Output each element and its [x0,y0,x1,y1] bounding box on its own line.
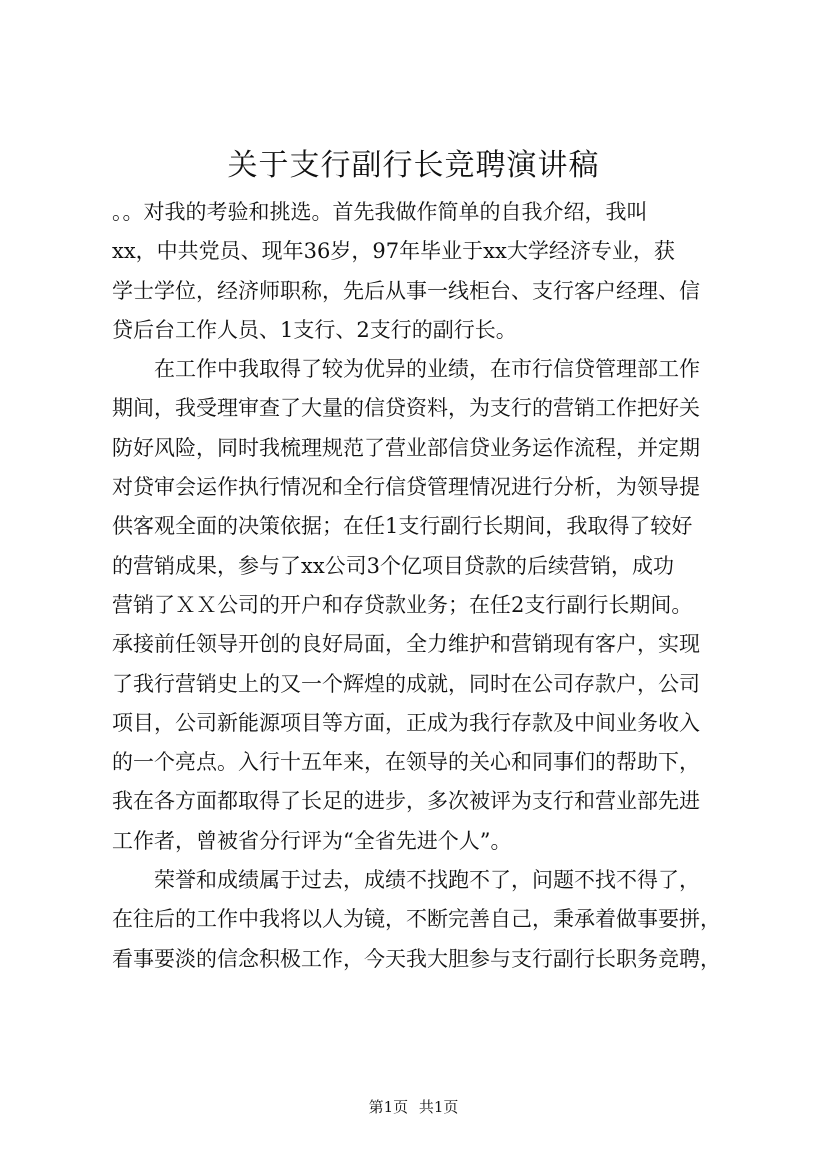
page-number: 第1页 [368,1098,409,1116]
text-line: 荣誉和成绩属于过去，成绩不找跑不了，问题不找不得了， [154,868,700,893]
page-footer [0,1097,827,1117]
text-line: 在工作中我取得了较为优异的业绩，在市行信贷管理部工作 [154,357,700,382]
text-line: 项目，公司新能源项目等方面，正成为我行存款及中间业务收入 [112,710,700,735]
text-line: 供客观全面的决策依据；在任1支行副行长期间，我取得了较好 [112,514,693,539]
paragraph-2 [112,350,732,861]
text-line: 工作者，曾被省分行评为“全省先进个人”。 [112,828,512,853]
text-line: 的一个亮点。入行十五年来，在领导的关心和同事们的帮助下， [112,750,700,775]
text-line: 看事要淡的信念积极工作，今天我大胆参与支行副行长职务竞聘， [112,946,721,971]
text-line: xx，中共党员、现年36岁，97年毕业于xx大学经济专业，获 [112,239,675,264]
text-line: 期间，我受理审查了大量的信贷资料，为支行的营销工作把好关 [112,396,700,421]
document-title: 关于支行副行长竞聘演讲稿 [227,148,600,183]
text-line: 我在各方面都取得了长足的进步，多次被评为支行和营业部先进 [112,789,700,814]
text-line: 对贷审会运作执行情况和全行信贷管理情况进行分析，为领导提 [112,475,700,500]
document-body [112,193,732,979]
text-line: 的营销成果，参与了xx公司3个亿项目贷款的后续营销，成功 [112,553,675,578]
text-line: 承接前任领导开创的良好局面，全力维护和营销现有客户，实现 [112,632,700,657]
text-line: 营销了ＸＸ公司的开户和存贷款业务；在任2支行副行长期间。 [112,592,693,617]
text-line: 贷后台工作人员、1支行、2支行的副行长。 [112,317,517,342]
paragraph-1 [112,193,732,350]
text-line: 了我行营销史上的又一个辉煌的成就，同时在公司存款户，公司 [112,671,700,696]
text-line: 在往后的工作中我将以人为镜，不断完善自己，秉承着做事要拼， [112,907,721,932]
text-line: 学士学位，经济师职称，先后从事一线柜台、支行客户经理、信 [112,278,700,303]
paragraph-3 [112,861,732,979]
page-total: 共1页 [418,1098,459,1116]
text-line: 防好风险，同时我梳理规范了营业部信贷业务运作流程，并定期 [112,435,700,460]
text-line: 。。对我的考验和挑选。首先我做作简单的自我介绍，我叫 [112,200,648,224]
